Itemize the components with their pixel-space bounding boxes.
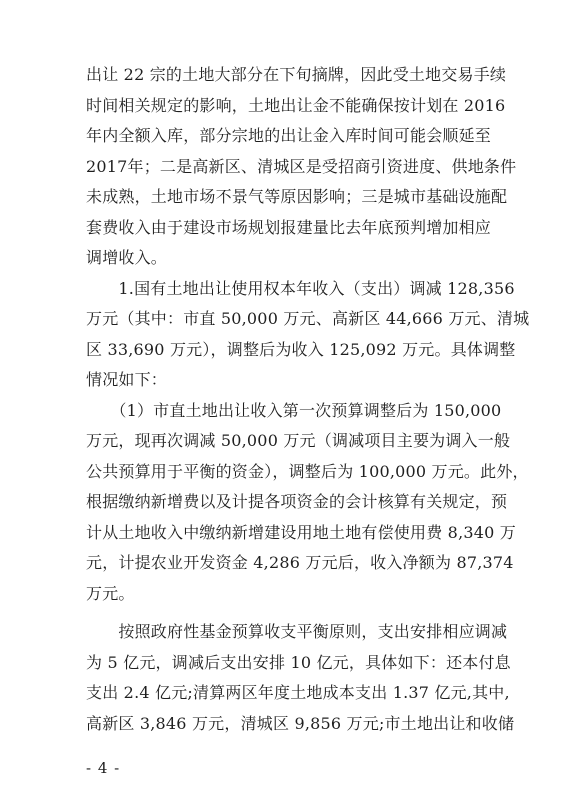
text-line: 套费收入由于建设市场规划报建量比去年底预判增加相应	[86, 217, 492, 237]
text-line: 公共预算用于平衡的资金），调整后为 100,000 万元。此外，	[86, 461, 529, 481]
paragraph-gap	[86, 609, 490, 617]
page-number: - 4 -	[86, 759, 121, 777]
text-line: 计从土地收入中缴纳新增建设用地土地有偿使用费 8,340 万	[86, 522, 516, 542]
text-line: 年内全额入库，部分宗地的出让金入库时间可能会顺延至	[86, 126, 492, 145]
text-line: 时间相关规定的影响，土地出让金不能确保按计划在 2016	[86, 95, 506, 115]
text-line: 未成熟，土地市场不景气等原因影响；三是城市基础设施配	[86, 187, 508, 206]
text-line: 2017年；二是高新区、清城区是受招商引资进度、供地条件	[86, 156, 517, 176]
text-line: 出让 22 宗的土地大部分在下旬摘牌，因此受土地交易手续	[86, 65, 507, 84]
text-line: 元，计提农业开发资金 4,286 万元后，收入净额为 87,374	[86, 553, 514, 572]
body-text	[86, 60, 530, 739]
text-line: 情况如下：	[86, 370, 168, 389]
text-line: 按照政府性基金预算收支平衡原则，支出安排相应调减	[86, 622, 508, 641]
text-line: 区 33,690 万元），调整后为收入 125,092 万元。具体调整	[86, 339, 516, 359]
text-line: 万元（其中：市直 50,000 万元、高新区 44,666 万元、清城	[86, 309, 530, 328]
text-line: 调增收入。	[86, 248, 168, 267]
text-line: 1.国有土地出让使用权本年收入（支出）调减 128,356	[86, 278, 515, 298]
text-line: 根据缴纳新增费以及计提各项资金的会计核算有关规定，预	[86, 492, 508, 511]
text-line: 万元，现再次调减 50,000 万元（调减项目主要为调入一般	[86, 431, 511, 450]
text-line: 万元。	[86, 583, 135, 603]
text-line: （1）市直土地出让收入第一次预算调整后为 150,000	[86, 400, 502, 420]
text-line: 为 5 亿元，调减后支出安排 10 亿元，具体如下：还本付息	[86, 652, 511, 672]
text-line: 支出 2.4 亿元;清算两区年度土地成本支出 1.37 亿元,其中,	[86, 683, 510, 702]
text-line: 高新区 3,846 万元，清城区 9,856 万元;市土地出让和收储	[86, 713, 515, 733]
